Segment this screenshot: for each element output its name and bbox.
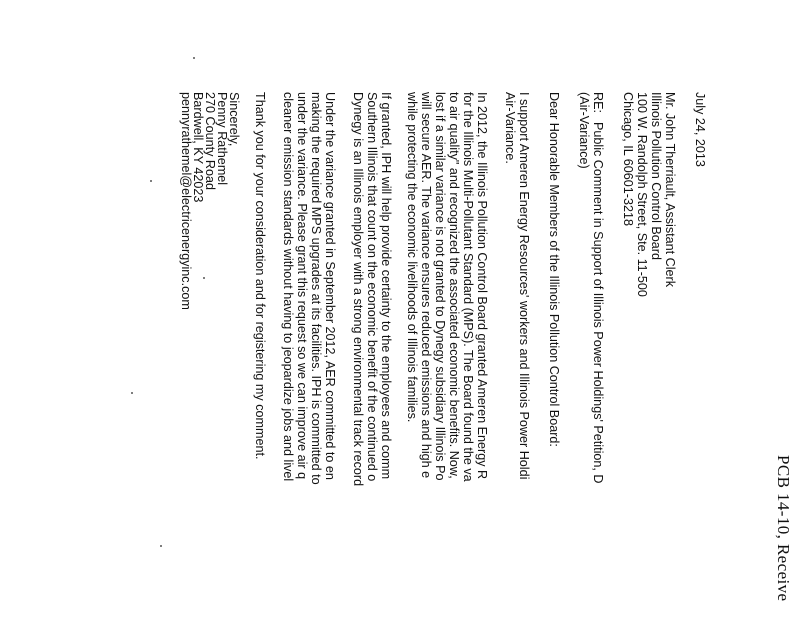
scan-speck bbox=[150, 180, 152, 182]
addressee-line: Mr. John Therriault, Assistant Clerk bbox=[663, 92, 677, 288]
body-line: In 2012, the Illinois Pollution Control Board granted Ameren Energy R bbox=[475, 92, 489, 480]
letter-date: July 24, 2013 bbox=[693, 92, 707, 167]
addressee-line: Illinois Pollution Control Board bbox=[649, 92, 663, 261]
re-subject-cont: (Air-Variance) bbox=[577, 92, 591, 169]
salutation: Dear Honorable Members of the Illinois Pollution Control Board: bbox=[547, 92, 561, 447]
signature-email: pennyrathemel@electricenergyinc.com bbox=[179, 92, 193, 310]
body-line: If granted, IPH will help provide certainty to the employees and comm bbox=[379, 92, 393, 480]
addressee-line: 100 W. Randolph Street, Ste. 11-500 bbox=[635, 92, 649, 297]
body-line: Dynegy is an Illinois employer with a strong environmental track record bbox=[351, 92, 365, 487]
body-line: Thank you for your consideration and for registering my comment. bbox=[253, 92, 267, 460]
body-line: making the required MPS upgrades at its facilities. IPH is committed to bbox=[309, 92, 323, 485]
body-line: I support Ameren Energy Resources' workers and Illinois Power Holdi bbox=[517, 92, 531, 480]
scan-speck bbox=[131, 392, 133, 394]
body-line: will secure AER. The variance ensures reduced emissions and high e bbox=[419, 92, 433, 479]
letter-page bbox=[179, 92, 796, 618]
body-line: for the Illinois Multi-Pollutant Standard (MPS). The Board found the va bbox=[461, 92, 475, 482]
body-line: cleaner emission standards without having to jeopardize jobs and livel bbox=[281, 92, 295, 482]
signature-line: Penny Rathemel bbox=[215, 92, 229, 186]
signature-line: Bardwell, KY 42023 bbox=[191, 92, 205, 203]
scan-speck bbox=[193, 57, 195, 59]
body-line: Under the variance granted in September 2012, AER committed to en bbox=[323, 92, 337, 480]
received-stamp: PCB 14-10, Receive bbox=[774, 455, 793, 602]
addressee-line: Chicago, IL 60601-3218 bbox=[621, 92, 635, 226]
closing: Sincerely, bbox=[227, 92, 241, 147]
signature-line: 270 County Road bbox=[203, 92, 217, 191]
body-line: under the variance. Please grant this request so we can improve air q bbox=[295, 92, 309, 480]
re-label: RE: bbox=[591, 92, 605, 113]
re-subject: Public Comment in Support of Illinois Power Holdings' Petition, D bbox=[591, 122, 605, 484]
body-line: Southern Illinois that count on the economic benefit of the continued o bbox=[365, 92, 379, 482]
body-line: while protecting the economic livelihoods of Illinois families. bbox=[405, 92, 419, 423]
body-line: Air-Variance. bbox=[503, 92, 517, 164]
body-line: to air quality" and recognized the associated economic benefits. Now, bbox=[447, 92, 461, 479]
body-line: lost if a similar variance is not granted to Dynegy subsidiary Illinois Po bbox=[433, 92, 447, 481]
scan-speck bbox=[160, 545, 162, 547]
